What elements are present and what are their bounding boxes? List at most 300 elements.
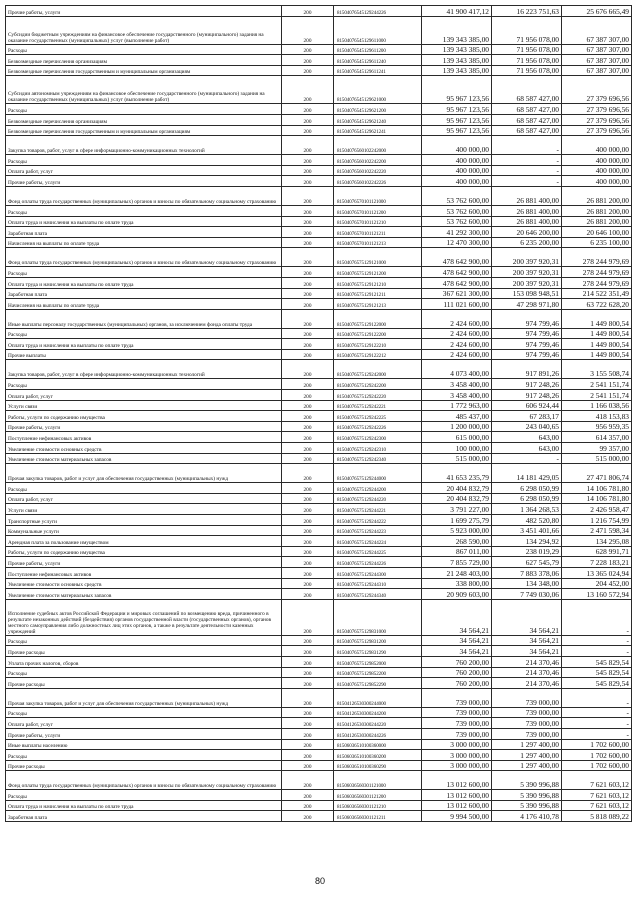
table-row xyxy=(6,16,632,44)
row-budget-code: 81504076575129852290 xyxy=(334,678,422,689)
row-budget-code: 81504076575129121213 xyxy=(334,299,422,310)
table-row xyxy=(6,299,632,310)
row-line-code: 200 xyxy=(282,589,334,600)
row-name: Безвозмездные перечисления государственным и муниципальным организациям xyxy=(6,125,282,136)
row-name: Прочие работы, услуги xyxy=(6,176,282,187)
row-unexecuted-amount: 7 621 603,12 xyxy=(562,790,632,801)
row-approved-amount: 739 000,00 xyxy=(422,718,492,729)
row-budget-code: 81504076575129244200 xyxy=(334,483,422,494)
row-line-code: 200 xyxy=(282,536,334,547)
row-approved-amount: 338 800,00 xyxy=(422,578,492,589)
row-executed-amount: 739 000,00 xyxy=(492,728,562,739)
row-approved-amount: 478 642 900,00 xyxy=(422,267,492,278)
row-unexecuted-amount: 278 244 979,69 xyxy=(562,267,632,278)
row-line-code: 200 xyxy=(282,349,334,360)
row-name: Безвозмездные перечисления организациям xyxy=(6,114,282,125)
row-budget-code: 81504076575129122000 xyxy=(334,309,422,328)
row-line-code: 200 xyxy=(282,557,334,568)
row-approved-amount: 34 564,21 xyxy=(422,635,492,646)
row-executed-amount: 6 298 050,99 xyxy=(492,483,562,494)
table-row xyxy=(6,728,632,739)
row-budget-code: 81504076575129242200 xyxy=(334,379,422,390)
row-name: Прочие выплаты xyxy=(6,349,282,360)
row-approved-amount: 2 424 600,00 xyxy=(422,309,492,328)
row-name: Иные выплаты населению xyxy=(6,739,282,750)
row-line-code: 200 xyxy=(282,55,334,66)
row-line-code: 200 xyxy=(282,635,334,646)
row-name: Оплата труда и начисления на выплаты по оплате труда xyxy=(6,216,282,227)
row-line-code: 200 xyxy=(282,155,334,166)
table-row xyxy=(6,656,632,667)
row-name: Оплата работ, услуг xyxy=(6,165,282,176)
row-executed-amount: 4 176 410,78 xyxy=(492,811,562,822)
row-approved-amount: 34 564,21 xyxy=(422,599,492,635)
row-name: Фонд оплаты труда государственных (муниципальных) органов и взносы по обязательному социальному страхованию xyxy=(6,771,282,790)
row-unexecuted-amount: 628 991,71 xyxy=(562,546,632,557)
row-line-code: 200 xyxy=(282,739,334,750)
row-unexecuted-amount: 1 702 600,00 xyxy=(562,750,632,761)
row-line-code: 200 xyxy=(282,288,334,299)
row-line-code: 200 xyxy=(282,248,334,267)
row-budget-code: 81506036510100360000 xyxy=(334,739,422,750)
row-budget-code: 81504126530300244226 xyxy=(334,728,422,739)
row-unexecuted-amount: 1 166 038,56 xyxy=(562,400,632,411)
row-executed-amount: - xyxy=(492,176,562,187)
row-name: Расходы xyxy=(6,635,282,646)
row-budget-code: 81504076575129242000 xyxy=(334,360,422,379)
table-row xyxy=(6,44,632,55)
row-name: Оплата работ, услуг xyxy=(6,390,282,401)
row-unexecuted-amount: - xyxy=(562,646,632,657)
row-approved-amount: 34 564,21 xyxy=(422,646,492,657)
row-unexecuted-amount: 27 379 696,56 xyxy=(562,76,632,104)
row-unexecuted-amount: 14 106 781,80 xyxy=(562,493,632,504)
row-budget-code: 81504076575129244221 xyxy=(334,504,422,515)
row-unexecuted-amount: 2 471 598,34 xyxy=(562,525,632,536)
row-approved-amount: 1 200 000,00 xyxy=(422,421,492,432)
row-unexecuted-amount: - xyxy=(562,599,632,635)
row-line-code: 200 xyxy=(282,599,334,635)
row-name: Арендная плата за пользование имуществом xyxy=(6,536,282,547)
row-unexecuted-amount: 67 387 307,00 xyxy=(562,16,632,44)
row-executed-amount: 214 370,46 xyxy=(492,656,562,667)
row-name: Оплата труда и начисления на выплаты по оплате труда xyxy=(6,277,282,288)
row-budget-code: 81504076545129621200 xyxy=(334,104,422,115)
row-line-code: 200 xyxy=(282,227,334,238)
row-line-code: 200 xyxy=(282,800,334,811)
row-approved-amount: 95 967 123,56 xyxy=(422,76,492,104)
row-budget-code: 81506036560301121000 xyxy=(334,771,422,790)
row-unexecuted-amount: 214 522 351,49 xyxy=(562,288,632,299)
row-approved-amount: 760 200,00 xyxy=(422,667,492,678)
row-executed-amount: 34 564,21 xyxy=(492,635,562,646)
row-approved-amount: 9 994 500,00 xyxy=(422,811,492,822)
row-executed-amount: 7 749 030,06 xyxy=(492,589,562,600)
row-budget-code: 81504076575129242225 xyxy=(334,411,422,422)
row-line-code: 200 xyxy=(282,790,334,801)
row-executed-amount: 34 564,21 xyxy=(492,646,562,657)
row-executed-amount: 1 297 400,00 xyxy=(492,739,562,750)
row-unexecuted-amount: 515 000,00 xyxy=(562,453,632,464)
row-approved-amount: 41 900 417,12 xyxy=(422,6,492,17)
row-executed-amount: 974 799,46 xyxy=(492,339,562,350)
row-executed-amount: 739 000,00 xyxy=(492,718,562,729)
table-row xyxy=(6,237,632,248)
row-executed-amount: 643,00 xyxy=(492,432,562,443)
row-name: Прочие работы, услуги xyxy=(6,6,282,17)
row-unexecuted-amount: 1 449 800,54 xyxy=(562,349,632,360)
row-unexecuted-amount: 1 449 800,54 xyxy=(562,328,632,339)
row-name: Увеличение стоимости материальных запасов xyxy=(6,589,282,600)
row-approved-amount: 139 343 385,00 xyxy=(422,16,492,44)
row-name: Расходы xyxy=(6,790,282,801)
row-name: Оплата труда и начисления на выплаты по оплате труда xyxy=(6,339,282,350)
row-approved-amount: 739 000,00 xyxy=(422,688,492,707)
table-row xyxy=(6,718,632,729)
row-unexecuted-amount: 7 621 603,12 xyxy=(562,771,632,790)
table-row xyxy=(6,125,632,136)
row-unexecuted-amount: 278 244 979,69 xyxy=(562,277,632,288)
row-unexecuted-amount: 545 829,54 xyxy=(562,656,632,667)
row-budget-code: 81504076575129242300 xyxy=(334,432,422,443)
row-executed-amount: - xyxy=(492,155,562,166)
row-approved-amount: 20 404 832,79 xyxy=(422,483,492,494)
row-approved-amount: 53 762 600,00 xyxy=(422,186,492,205)
row-executed-amount: 627 545,79 xyxy=(492,557,562,568)
row-approved-amount: 867 011,00 xyxy=(422,546,492,557)
row-line-code: 200 xyxy=(282,205,334,216)
row-executed-amount: 134 348,00 xyxy=(492,578,562,589)
row-executed-amount: 739 000,00 xyxy=(492,707,562,718)
row-executed-amount: 14 181 429,05 xyxy=(492,464,562,483)
row-name: Субсидии автономным учреждениям на финансовое обеспечение государственного (муниципального) задания на оказание государственных (муниципальных) услуг (выполнение работ) xyxy=(6,76,282,104)
row-budget-code: 81506036560301121200 xyxy=(334,790,422,801)
row-line-code: 200 xyxy=(282,646,334,657)
table-row xyxy=(6,390,632,401)
row-unexecuted-amount: 5 818 089,22 xyxy=(562,811,632,822)
row-approved-amount: 515 000,00 xyxy=(422,453,492,464)
row-unexecuted-amount: 1 216 754,99 xyxy=(562,515,632,526)
row-approved-amount: 20 909 603,00 xyxy=(422,589,492,600)
row-approved-amount: 739 000,00 xyxy=(422,728,492,739)
row-name: Увеличение стоимости основных средств xyxy=(6,578,282,589)
row-line-code: 200 xyxy=(282,360,334,379)
row-executed-amount: 1 297 400,00 xyxy=(492,760,562,771)
row-approved-amount: 111 021 600,00 xyxy=(422,299,492,310)
table-row xyxy=(6,811,632,822)
row-executed-amount: 16 223 751,63 xyxy=(492,6,562,17)
row-unexecuted-amount: 400 000,00 xyxy=(562,136,632,155)
row-name: Транспортные услуги xyxy=(6,515,282,526)
table-row xyxy=(6,635,632,646)
row-name: Работы, услуги по содержанию имущества xyxy=(6,411,282,422)
row-executed-amount: 1 364 268,53 xyxy=(492,504,562,515)
row-line-code: 200 xyxy=(282,578,334,589)
table-row xyxy=(6,349,632,360)
row-name: Исполнение судебных актов Российской Федерации и мировых соглашений по возмещению вреда, причиненного в результате незаконных действий (бездействия) органов государственной власти (государственных органов), органов местного самоуправления либо должностных лиц этих органов, а также в результате деятельности казенных учреждений xyxy=(6,599,282,635)
row-approved-amount: 20 404 832,79 xyxy=(422,493,492,504)
row-unexecuted-amount: 1 702 600,00 xyxy=(562,760,632,771)
row-line-code: 200 xyxy=(282,811,334,822)
row-unexecuted-amount: 956 959,35 xyxy=(562,421,632,432)
row-name: Прочая закупка товаров, работ и услуг для обеспечения государственных (муниципальных) нужд xyxy=(6,688,282,707)
row-line-code: 200 xyxy=(282,379,334,390)
row-executed-amount: 20 646 200,00 xyxy=(492,227,562,238)
row-line-code: 200 xyxy=(282,339,334,350)
row-unexecuted-amount: 545 829,54 xyxy=(562,667,632,678)
row-budget-code: 81504076575129244226 xyxy=(334,557,422,568)
row-unexecuted-amount: 25 676 665,49 xyxy=(562,6,632,17)
row-budget-code: 81506036510100360200 xyxy=(334,750,422,761)
row-line-code: 200 xyxy=(282,65,334,76)
table-row xyxy=(6,739,632,750)
row-budget-code: 81504076545129611241 xyxy=(334,65,422,76)
row-executed-amount: 134 294,92 xyxy=(492,536,562,547)
row-unexecuted-amount: - xyxy=(562,718,632,729)
row-approved-amount: 3 000 000,00 xyxy=(422,739,492,750)
row-line-code: 200 xyxy=(282,299,334,310)
row-budget-code: 81504076545129611000 xyxy=(334,16,422,44)
row-unexecuted-amount: - xyxy=(562,728,632,739)
row-approved-amount: 7 855 729,00 xyxy=(422,557,492,568)
row-name: Закупка товаров, работ, услуг в сфере информационно-коммуникационных технологий xyxy=(6,136,282,155)
row-budget-code: 81504126530300244220 xyxy=(334,718,422,729)
row-name: Начисления на выплаты по оплате труда xyxy=(6,299,282,310)
row-approved-amount: 139 343 385,00 xyxy=(422,65,492,76)
row-executed-amount: 5 390 996,88 xyxy=(492,790,562,801)
table-row xyxy=(6,176,632,187)
row-line-code: 200 xyxy=(282,688,334,707)
table-row xyxy=(6,464,632,483)
row-executed-amount: 26 881 400,00 xyxy=(492,205,562,216)
table-row xyxy=(6,557,632,568)
row-name: Прочие работы, услуги xyxy=(6,728,282,739)
row-unexecuted-amount: 204 452,00 xyxy=(562,578,632,589)
row-approved-amount: 3 000 000,00 xyxy=(422,760,492,771)
row-approved-amount: 760 200,00 xyxy=(422,678,492,689)
table-row xyxy=(6,421,632,432)
table-row xyxy=(6,76,632,104)
row-budget-code: 81504076545129621240 xyxy=(334,114,422,125)
row-budget-code: 81504076575129244223 xyxy=(334,525,422,536)
row-approved-amount: 53 762 600,00 xyxy=(422,216,492,227)
row-unexecuted-amount: 13 160 572,94 xyxy=(562,589,632,600)
row-unexecuted-amount: 67 387 307,00 xyxy=(562,44,632,55)
row-unexecuted-amount: 27 379 696,56 xyxy=(562,114,632,125)
table-row xyxy=(6,536,632,547)
row-name: Коммунальные услуги xyxy=(6,525,282,536)
row-budget-code: 81504076545129621241 xyxy=(334,125,422,136)
row-line-code: 200 xyxy=(282,432,334,443)
table-row xyxy=(6,546,632,557)
row-budget-code: 81504076570101121000 xyxy=(334,186,422,205)
row-line-code: 200 xyxy=(282,186,334,205)
row-line-code: 200 xyxy=(282,483,334,494)
row-line-code: 200 xyxy=(282,656,334,667)
row-executed-amount: 238 019,29 xyxy=(492,546,562,557)
row-line-code: 200 xyxy=(282,525,334,536)
row-executed-amount: 739 000,00 xyxy=(492,688,562,707)
row-unexecuted-amount: 1 702 600,00 xyxy=(562,739,632,750)
table-row xyxy=(6,800,632,811)
table-row xyxy=(6,104,632,115)
row-budget-code: 81504076575129122210 xyxy=(334,339,422,350)
row-name: Начисления на выплаты по оплате труда xyxy=(6,237,282,248)
row-unexecuted-amount: 545 829,54 xyxy=(562,678,632,689)
row-executed-amount: 974 799,46 xyxy=(492,309,562,328)
row-budget-code: 81504076575129244000 xyxy=(334,464,422,483)
row-budget-code: 81504076570101121210 xyxy=(334,216,422,227)
row-approved-amount: 21 248 403,00 xyxy=(422,567,492,578)
row-approved-amount: 12 470 300,00 xyxy=(422,237,492,248)
row-budget-code: 81504076575129831000 xyxy=(334,599,422,635)
row-approved-amount: 760 200,00 xyxy=(422,656,492,667)
page-number: 80 xyxy=(314,876,325,886)
table-row xyxy=(6,288,632,299)
table-row xyxy=(6,155,632,166)
row-budget-code: 81504076575129242340 xyxy=(334,453,422,464)
row-executed-amount: 71 956 078,00 xyxy=(492,44,562,55)
row-budget-code: 81504076575129242221 xyxy=(334,400,422,411)
row-budget-code: 81504076545129611200 xyxy=(334,44,422,55)
row-unexecuted-amount: 26 881 200,00 xyxy=(562,186,632,205)
table-row xyxy=(6,667,632,678)
table-row xyxy=(6,186,632,205)
row-line-code: 200 xyxy=(282,504,334,515)
row-approved-amount: 615 000,00 xyxy=(422,432,492,443)
row-line-code: 200 xyxy=(282,16,334,44)
table-row xyxy=(6,443,632,454)
row-executed-amount: 68 587 427,00 xyxy=(492,114,562,125)
row-unexecuted-amount: 99 357,00 xyxy=(562,443,632,454)
row-budget-code: 81504076545129621000 xyxy=(334,76,422,104)
row-unexecuted-amount: 2 426 958,47 xyxy=(562,504,632,515)
row-unexecuted-amount: 26 881 200,00 xyxy=(562,205,632,216)
row-approved-amount: 13 012 600,00 xyxy=(422,771,492,790)
row-unexecuted-amount: 400 000,00 xyxy=(562,176,632,187)
row-name: Увеличение стоимости материальных запасов xyxy=(6,453,282,464)
row-budget-code: 81504076575129122200 xyxy=(334,328,422,339)
row-name: Прочие работы, услуги xyxy=(6,557,282,568)
row-executed-amount: 482 520,80 xyxy=(492,515,562,526)
row-executed-amount: 7 883 378,06 xyxy=(492,567,562,578)
row-line-code: 200 xyxy=(282,136,334,155)
row-budget-code: 81504076575129242310 xyxy=(334,443,422,454)
row-approved-amount: 3 000 000,00 xyxy=(422,750,492,761)
row-budget-code: 81504076570101121213 xyxy=(334,237,422,248)
table-row xyxy=(6,248,632,267)
row-line-code: 200 xyxy=(282,718,334,729)
table-row xyxy=(6,515,632,526)
row-budget-code: 81506036510100360290 xyxy=(334,760,422,771)
row-line-code: 200 xyxy=(282,771,334,790)
row-approved-amount: 400 000,00 xyxy=(422,136,492,155)
table-row xyxy=(6,432,632,443)
row-unexecuted-amount: 26 881 200,00 xyxy=(562,216,632,227)
row-line-code: 200 xyxy=(282,421,334,432)
table-row xyxy=(6,277,632,288)
row-unexecuted-amount: 400 000,00 xyxy=(562,165,632,176)
row-budget-code: 81504076560102242220 xyxy=(334,165,422,176)
row-executed-amount: 214 370,46 xyxy=(492,678,562,689)
row-approved-amount: 2 424 600,00 xyxy=(422,328,492,339)
row-line-code: 200 xyxy=(282,411,334,422)
row-approved-amount: 400 000,00 xyxy=(422,155,492,166)
row-executed-amount: 214 370,46 xyxy=(492,667,562,678)
row-unexecuted-amount: 2 541 151,74 xyxy=(562,379,632,390)
table-row xyxy=(6,216,632,227)
row-budget-code: 81504076575129122212 xyxy=(334,349,422,360)
row-budget-code: 81504076570101121211 xyxy=(334,227,422,238)
row-executed-amount: 243 040,65 xyxy=(492,421,562,432)
row-executed-amount: 6 235 200,00 xyxy=(492,237,562,248)
row-approved-amount: 139 343 385,00 xyxy=(422,55,492,66)
row-name: Услуги связи xyxy=(6,400,282,411)
row-name: Прочие расходы xyxy=(6,646,282,657)
row-approved-amount: 478 642 900,00 xyxy=(422,248,492,267)
row-budget-code: 81504126530300244000 xyxy=(334,688,422,707)
row-budget-code: 81504076575129244222 xyxy=(334,515,422,526)
table-row xyxy=(6,379,632,390)
row-approved-amount: 400 000,00 xyxy=(422,165,492,176)
table-row xyxy=(6,205,632,216)
row-approved-amount: 95 967 123,56 xyxy=(422,104,492,115)
row-name: Расходы xyxy=(6,667,282,678)
row-line-code: 200 xyxy=(282,267,334,278)
row-approved-amount: 739 000,00 xyxy=(422,707,492,718)
row-unexecuted-amount: 6 235 100,00 xyxy=(562,237,632,248)
row-line-code: 200 xyxy=(282,667,334,678)
table-row xyxy=(6,589,632,600)
row-budget-code: 81504076545129244226 xyxy=(334,6,422,17)
row-approved-amount: 41 292 300,00 xyxy=(422,227,492,238)
table-row xyxy=(6,750,632,761)
row-budget-code: 81504076575129852000 xyxy=(334,656,422,667)
row-approved-amount: 2 424 600,00 xyxy=(422,339,492,350)
row-executed-amount: 606 924,44 xyxy=(492,400,562,411)
row-unexecuted-amount: 1 449 800,54 xyxy=(562,339,632,350)
row-approved-amount: 2 424 600,00 xyxy=(422,349,492,360)
row-executed-amount: 200 397 920,31 xyxy=(492,248,562,267)
row-unexecuted-amount: 20 646 100,00 xyxy=(562,227,632,238)
row-executed-amount: 917 248,26 xyxy=(492,390,562,401)
row-budget-code: 81504076575129244224 xyxy=(334,536,422,547)
row-budget-code: 81504076545129611240 xyxy=(334,55,422,66)
row-approved-amount: 100 000,00 xyxy=(422,443,492,454)
table-row xyxy=(6,504,632,515)
table-row xyxy=(6,771,632,790)
row-line-code: 200 xyxy=(282,515,334,526)
row-unexecuted-amount: 27 379 696,56 xyxy=(562,104,632,115)
row-unexecuted-amount: 27 471 806,74 xyxy=(562,464,632,483)
row-executed-amount: 643,00 xyxy=(492,443,562,454)
table-row xyxy=(6,483,632,494)
table-row xyxy=(6,707,632,718)
row-name: Прочая закупка товаров, работ и услуг для обеспечения государственных (муниципальных) нужд xyxy=(6,464,282,483)
row-name: Иные выплаты персоналу государственных (муниципальных) органов, за исключением фонда оплаты труда xyxy=(6,309,282,328)
row-name: Расходы xyxy=(6,155,282,166)
row-line-code: 200 xyxy=(282,176,334,187)
row-line-code: 200 xyxy=(282,76,334,104)
budget-execution-table xyxy=(5,5,632,822)
row-budget-code: 81504076575129852200 xyxy=(334,667,422,678)
row-executed-amount: 5 390 996,88 xyxy=(492,800,562,811)
table-row xyxy=(6,493,632,504)
row-unexecuted-amount: 27 379 696,56 xyxy=(562,125,632,136)
row-unexecuted-amount: 418 153,83 xyxy=(562,411,632,422)
row-executed-amount: 47 298 971,80 xyxy=(492,299,562,310)
row-approved-amount: 95 967 123,56 xyxy=(422,114,492,125)
